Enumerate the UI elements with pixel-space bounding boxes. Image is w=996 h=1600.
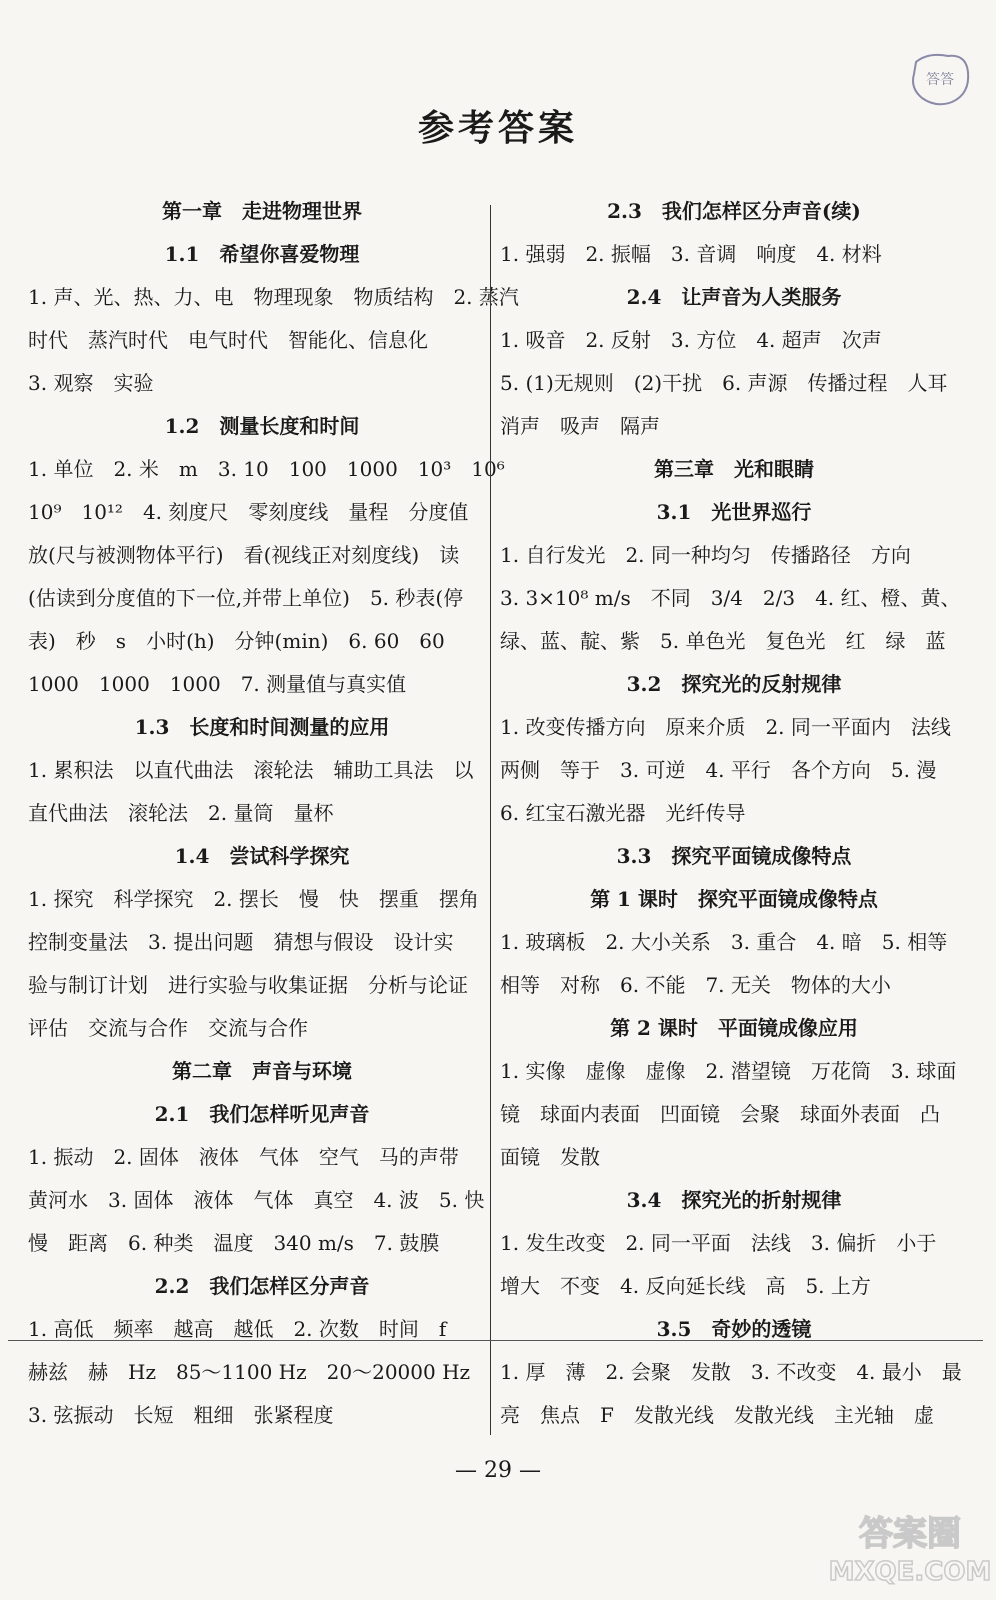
answer-line: 增大 不变 4. 反向延长线 高 5. 上方 [500, 1274, 871, 1298]
section-heading: 第三章 光和眼睛 [654, 457, 814, 481]
section-heading: 第二章 声音与环境 [172, 1059, 352, 1083]
answer-line: 验与制订计划 进行实验与收集证据 分析与论证 [28, 973, 468, 997]
answer-line: 1. 吸音 2. 反射 3. 方位 4. 超声 次声 [500, 328, 882, 352]
answer-line: 直代曲法 滚轮法 2. 量筒 量杯 [28, 801, 334, 825]
answer-line: (估读到分度值的下一位,并带上单位) 5. 秒表(停 [28, 586, 464, 610]
answer-line: 评估 交流与合作 交流与合作 [28, 1016, 308, 1040]
column-divider [490, 205, 491, 1435]
section-heading: 2.1 我们怎样听见声音 [154, 1102, 370, 1126]
section-heading: 第 1 课时 探究平面镜成像特点 [590, 887, 878, 911]
answer-line: 1. 厚 薄 2. 会聚 发散 3. 不改变 4. 最小 最 [500, 1360, 962, 1384]
stamp-text: 答答 [926, 72, 954, 88]
answer-line: 绿、蓝、靛、紫 5. 单色光 复色光 红 绿 蓝 [500, 629, 946, 653]
section-heading: 1.1 希望你喜爱物理 [164, 242, 360, 266]
answer-line: 1. 振动 2. 固体 液体 气体 空气 马的声带 [28, 1145, 459, 1169]
answer-line: 消声 吸声 隔声 [500, 414, 660, 438]
answer-line: 黄河水 3. 固体 液体 气体 真空 4. 波 5. 快 [28, 1188, 485, 1212]
answer-line: 赫兹 赫 Hz 85～1100 Hz 20～20000 Hz [28, 1360, 471, 1384]
answer-line: 1. 强弱 2. 振幅 3. 音调 响度 4. 材料 [500, 242, 882, 266]
section-heading: 1.4 尝试科学探究 [174, 844, 350, 868]
answer-line: 3. 3×10⁸ m/s 不同 3/4 2/3 4. 红、橙、黄、 [500, 586, 961, 610]
section-heading: 2.2 我们怎样区分声音 [154, 1274, 370, 1298]
answer-line: 3. 弦振动 长短 粗细 张紧程度 [28, 1403, 334, 1427]
answer-line: 3. 观察 实验 [28, 371, 154, 395]
section-heading: 第 2 课时 平面镜成像应用 [610, 1016, 858, 1040]
section-heading: 3.3 探究平面镜成像特点 [616, 844, 852, 868]
answer-line: 1. 单位 2. 米 m 3. 10 100 1000 10³ 10⁶ [28, 457, 505, 481]
watermark-bottom: MXQE.COM [828, 1557, 992, 1587]
answer-line: 相等 对称 6. 不能 7. 无关 物体的大小 [500, 973, 891, 997]
page-title: 参考答案 [417, 107, 578, 149]
section-heading: 1.3 长度和时间测量的应用 [134, 715, 390, 739]
answer-line: 两侧 等于 3. 可逆 4. 平行 各个方向 5. 漫 [500, 758, 937, 782]
left-column [28, 190, 519, 1437]
answer-line: 控制变量法 3. 提出问题 猜想与假设 设计实 [28, 930, 454, 954]
section-heading: 3.1 光世界巡行 [656, 500, 812, 524]
answer-line: 1. 自行发光 2. 同一种均匀 传播路径 方向 [500, 543, 911, 567]
section-heading: 1.2 测量长度和时间 [164, 414, 360, 438]
page-number: — 29 — [455, 1458, 541, 1483]
answer-line: 1. 发生改变 2. 同一平面 法线 3. 偏折 小于 [500, 1231, 937, 1255]
watermark-logo [828, 1500, 992, 1590]
answer-line: 镜 球面内表面 凹面镜 会聚 球面外表面 凸 [500, 1102, 940, 1126]
answer-line: 1. 累积法 以直代曲法 滚轮法 辅助工具法 以 [28, 758, 474, 782]
section-heading: 2.4 让声音为人类服务 [626, 285, 842, 309]
answer-line: 表) 秒 s 小时(h) 分钟(min) 6. 60 60 [28, 629, 445, 653]
watermark-top: 答案圈 [859, 1514, 961, 1554]
section-heading: 2.3 我们怎样区分声音(续) [607, 199, 861, 223]
answer-line: 1. 实像 虚像 虚像 2. 潜望镜 万花筒 3. 球面 [500, 1059, 957, 1083]
right-column [500, 190, 968, 1437]
section-heading: 3.4 探究光的折射规律 [626, 1188, 842, 1212]
section-heading: 3.5 奇妙的透镜 [656, 1317, 812, 1341]
section-heading: 3.2 探究光的反射规律 [626, 672, 842, 696]
answer-line: 1. 探究 科学探究 2. 摆长 慢 快 摆重 摆角 [28, 887, 479, 911]
answer-line: 面镜 发散 [500, 1145, 600, 1169]
answer-line: 10⁹ 10¹² 4. 刻度尺 零刻度线 量程 分度值 [28, 500, 469, 524]
answer-line: 1000 1000 1000 7. 测量值与真实值 [28, 672, 407, 696]
answer-line: 放(尺与被测物体平行) 看(视线正对刻度线) 读 [28, 543, 460, 567]
answer-line: 6. 红宝石激光器 光纤传导 [500, 801, 746, 825]
answer-line: 1. 高低 频率 越高 越低 2. 次数 时间 f [28, 1317, 447, 1341]
answer-line: 1. 改变传播方向 原来介质 2. 同一平面内 法线 [500, 715, 951, 739]
answer-line: 5. (1)无规则 (2)干扰 6. 声源 传播过程 人耳 [500, 371, 948, 395]
answer-line: 1. 玻璃板 2. 大小关系 3. 重合 4. 暗 5. 相等 [500, 930, 948, 954]
answer-line: 时代 蒸汽时代 电气时代 智能化、信息化 [28, 328, 428, 352]
answer-line: 慢 距离 6. 种类 温度 340 m/s 7. 鼓膜 [28, 1231, 440, 1255]
answer-line: 1. 声、光、热、力、电 物理现象 物质结构 2. 蒸汽 [28, 285, 519, 309]
section-heading: 第一章 走进物理世界 [162, 199, 362, 223]
answer-line: 亮 焦点 F 发散光线 发散光线 主光轴 虚 [500, 1403, 934, 1427]
horizontal-rule [8, 1340, 983, 1341]
